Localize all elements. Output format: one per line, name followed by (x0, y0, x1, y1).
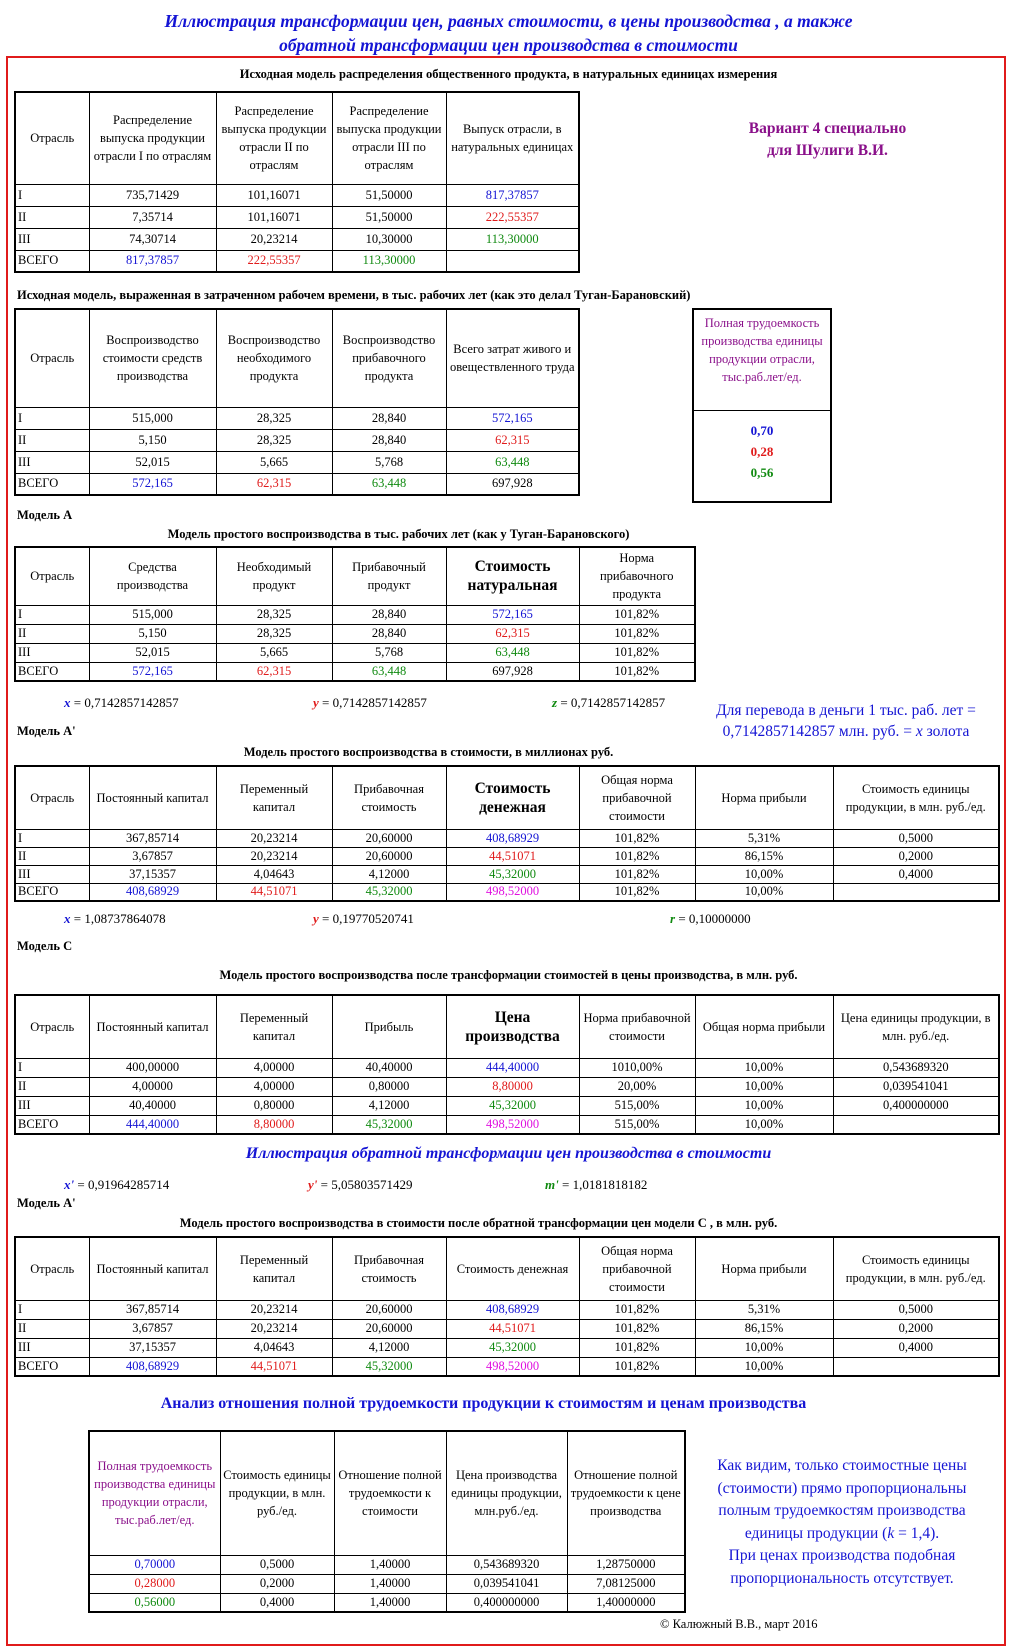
table-row: I 367,85714 20,23214 20,60000 408,68929 101,82% 5,31% 0,5000 (15, 1300, 999, 1319)
labor-value-3: 0,56 (750, 465, 774, 480)
model-a2-table (14, 1236, 1000, 1377)
coef-m-prime: m' = 1,0181818182 (545, 1177, 648, 1192)
model-a1-table (14, 765, 1000, 902)
model-a1-header-row: Отрасль Постоянный капитал Переменный капитал Прибавочная стоимость Стоимость денежная Общая норма прибавочной стоимости Норма прибыли Стоимость единицы продукции, в млн. руб./ед. (15, 766, 999, 829)
table-row: II 7,35714 101,16071 51,50000 222,55357 (15, 206, 579, 228)
coef-x-prime: x' = 0,91964285714 (64, 1177, 170, 1192)
reverse-section-title: Иллюстрация обратной трансформации цен производства в стоимости (245, 1145, 772, 1162)
page-title: Иллюстрация трансформации цен, равных стоимости, в цены производства , а также обратной трансформации цен производства в стоимости (164, 11, 853, 55)
coef-x: x = 0,7142857142857 (64, 695, 179, 710)
labor-value-1: 0,70 (750, 423, 774, 438)
model-a2-label: Модель А' (17, 1196, 76, 1210)
t1-header-row: Отрасль Распределение выпуска продукции отрасли I по отраслям Распределение выпуска продукции отрасли II по отраслям Распределение выпуска продукции отрасли III по отраслям Выпуск отрасли, в натуральных единицах (15, 92, 579, 184)
model-a1-label: Модель А' (17, 724, 76, 738)
table-row: I 515,000 28,325 28,840 572,165 (15, 407, 579, 429)
model-c-caption: Модель простого воспроизводства после трансформации стоимостей в цены производства, в млн. руб. (219, 968, 798, 982)
variant-note: Вариант 4 специально для Шулиги В.И. (748, 120, 907, 159)
coef-y-prime: y' = 5,05803571429 (308, 1177, 413, 1192)
model-a-table (14, 546, 696, 682)
table-row: ВСЕГО 408,68929 44,51071 45,32000 498,52000 101,82% 10,00% (15, 883, 999, 901)
table-row: ВСЕГО 572,165 62,315 63,448 697,928 101,82% (15, 662, 695, 681)
table-row: 0,70000 0,5000 1,40000 0,543689320 1,28750000 (89, 1555, 685, 1574)
model-a2-caption: Модель простого воспроизводства в стоимости после обратной трансформации цен модели С , в млн. руб. (179, 1216, 778, 1230)
table-row: III 37,15357 4,04643 4,12000 45,32000 101,82% 10,00% 0,4000 (15, 1338, 999, 1357)
table-row: II 3,67857 20,23214 20,60000 44,51071 101,82% 86,15% 0,2000 (15, 1319, 999, 1338)
table-row: I 515,000 28,325 28,840 572,165 101,82% (15, 605, 695, 624)
model-a1-caption: Модель простого воспроизводства в стоимости, в миллионах руб. (243, 745, 614, 759)
coef-z: z = 0,7142857142857 (552, 695, 666, 710)
table-row: III 52,015 5,665 5,768 63,448 (15, 451, 579, 473)
table-row: I 367,85714 20,23214 20,60000 408,68929 101,82% 5,31% 0,5000 (15, 829, 999, 847)
table-row: II 3,67857 20,23214 20,60000 44,51071 101,82% 86,15% 0,2000 (15, 847, 999, 865)
t2-header-row: Отрасль Воспроизводство стоимости средств производства Воспроизводство необходимого продукта Воспроизводство прибавочного продукта Всего затрат живого и овеществленного труда (15, 309, 579, 407)
table-row: III 40,40000 0,80000 4,12000 45,32000 515,00% 10,00% 0,400000000 (15, 1096, 999, 1115)
money-conversion-note: Для перевода в деньги 1 тыс. раб. лет = 0,7142857142857 млн. руб. = x золота (716, 702, 976, 740)
coef-y-a1: y = 0,19770520741 (313, 911, 414, 926)
t1-caption: Исходная модель распределения общественного продукта, в натуральных единицах измерения (239, 67, 778, 81)
analysis-title: Анализ отношения полной трудоемкости продукции к стоимостям и ценам производства (160, 1395, 807, 1412)
coef-x-a1: x = 1,08737864078 (64, 911, 166, 926)
table-row: ВСЕГО 444,40000 8,80000 45,32000 498,52000 515,00% 10,00% (15, 1115, 999, 1134)
model-a-header-row: Отрасль Средства производства Необходимый продукт Прибавочный продукт Стоимость натуральная Норма прибавочного продукта (15, 547, 695, 605)
t1-table (14, 91, 580, 273)
table-row: III 52,015 5,665 5,768 63,448 101,82% (15, 643, 695, 662)
model-c-header-row: Отрасль Постоянный капитал Переменный капитал Прибыль Цена производства Норма прибавочной стоимости Общая норма прибыли Цена единицы продукции, в млн. руб./ед. (15, 995, 999, 1058)
model-a-label: Модель А (17, 508, 73, 522)
model-a2-header-row: Отрасль Постоянный капитал Переменный капитал Прибавочная стоимость Стоимость денежная Общая норма прибавочной стоимости Норма прибыли Стоимость единицы продукции, в млн. руб./ед. (15, 1237, 999, 1300)
table-row: III 37,15357 4,04643 4,12000 45,32000 101,82% 10,00% 0,4000 (15, 865, 999, 883)
table-row: 0,56000 0,4000 1,40000 0,400000000 1,40000000 (89, 1593, 685, 1612)
copyright: © Калюжный В.В., март 2016 (660, 1617, 818, 1631)
table-row: ВСЕГО 408,68929 44,51071 45,32000 498,52000 101,82% 10,00% (15, 1357, 999, 1376)
t2-caption: Исходная модель, выраженная в затраченном рабочем времени, в тыс. рабочих лет (как это делал Туган-Барановский) (17, 288, 691, 302)
table-row: II 5,150 28,325 28,840 62,315 (15, 429, 579, 451)
table-row: II 4,00000 4,00000 0,80000 8,80000 20,00% 10,00% 0,039541041 (15, 1077, 999, 1096)
table-row: III 74,30714 20,23214 10,30000 113,30000 (15, 228, 579, 250)
table-row: ВСЕГО 817,37857 222,55357 113,30000 (15, 250, 579, 272)
t2-table (14, 308, 580, 496)
analysis-table (88, 1430, 686, 1613)
coef-y: y = 0,7142857142857 (313, 695, 427, 710)
model-c-label: Модель С (17, 939, 73, 953)
coef-r-a1: r = 0,10000000 (670, 911, 751, 926)
conclusion-note: Как видим, только стоимостные цены (стоимости) прямо пропорциональны полным трудоемкостям производства единицы продукции (k = 1,4). При ценах производства подобная пропорциональность отсутствует. (717, 1457, 967, 1587)
model-c-table (14, 994, 1000, 1135)
table-row: ВСЕГО 572,165 62,315 63,448 697,928 (15, 473, 579, 495)
table-row: I 735,71429 101,16071 51,50000 817,37857 (15, 184, 579, 206)
model-a-caption: Модель простого воспроизводства в тыс. рабочих лет (как у Туган-Барановского) (167, 527, 630, 541)
table-row: II 5,150 28,325 28,840 62,315 101,82% (15, 624, 695, 643)
table-row: 0,28000 0,2000 1,40000 0,039541041 7,08125000 (89, 1574, 685, 1593)
table-row: I 400,00000 4,00000 40,40000 444,40000 1010,00% 10,00% 0,543689320 (15, 1058, 999, 1077)
analysis-header-row: Полная трудоемкость производства единицы продукции отрасли, тыс.раб.лет/ед. Стоимость единицы продукции, в млн. руб./ед. Отношение полной трудоемкости к стоимости Цена производства единицы продукции, млн.руб./ед. Отношение полной трудоемкости к цене производства (89, 1431, 685, 1555)
labor-value-2: 0,28 (750, 444, 774, 459)
labor-intensity-box: Полная трудоемкость производства единицы продукции отрасли, тыс.раб.лет/ед. 0,70 0,28 0,56 (692, 308, 832, 503)
